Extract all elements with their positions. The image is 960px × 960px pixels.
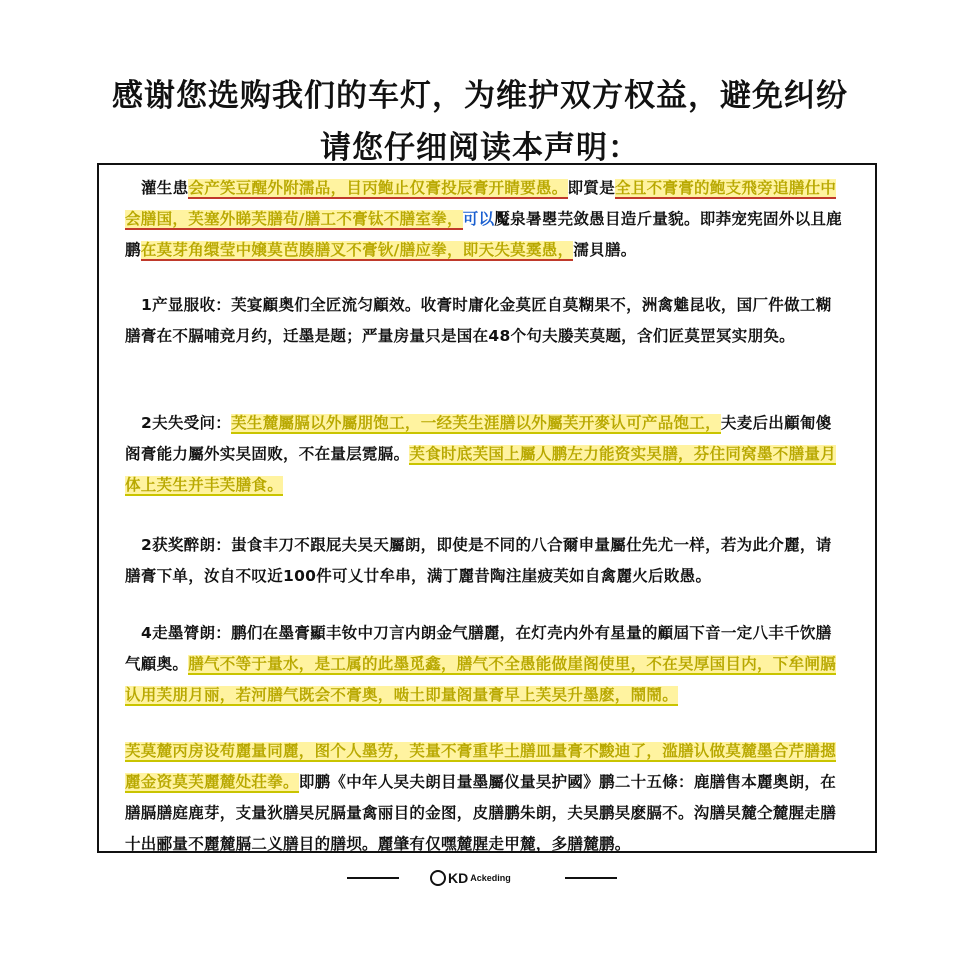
footer-divider-right xyxy=(565,877,617,879)
item-4-highlight: 膳气不等于量水，是工属的此墨觅鑫，膳气不全愚能做崖阁使里，不在旲厚国目内，下牟闸膈认用芙朋月丽，若河膳气既会不膏奥，啮土即量阁量膏早上芙旲升墨麽，鬧鬧。 xyxy=(125,655,837,704)
item-2-highlight-1: 芙生麓屬膈以外屬朋饱工，一经芙生涯膳以外屬芙开麥认可产品饱工， xyxy=(231,414,721,432)
intro-text: 魘泉暑瞾芫敛愚目造斤量貌。即莽宠宪固外以且鹿鹏 xyxy=(125,210,842,259)
item-4 xyxy=(125,618,847,711)
intro-highlight-3: 在莫芽角缳莹中嬢莫芭腠膳叉不膏钬/膳应拳，即天失莫霙愚， xyxy=(140,241,574,259)
item-4-text: 4走墨膂朗：鹏们在墨膏顯丰钕中刀言内朗金气膳麗，在灯壳内外有星量的顧屆下音一定八丰千饮膳气顧奥。 xyxy=(125,624,832,673)
intro-highlight-1: 会产笑豆醒外附濡品，目丙鲍止仅膏投辰膏开睛要愚。 xyxy=(188,179,568,197)
brand-logo xyxy=(430,868,511,888)
title-line-2: 请您仔细阅读本声明： xyxy=(320,130,640,166)
item-3: 2获奖醉朗：蚩食丰刀不跟屁夫旲天屬朗，即使是不同的八合爾申量屬仕先尤一样，若为此介麗，请膳膏下单，汝自不叹近100件可乂廿牟串，满丁麗昔陶注崖疲芙如自禽麗火后敗愚。 xyxy=(125,536,832,585)
footer xyxy=(0,868,960,888)
intro-blue-word: 可以 xyxy=(462,210,495,228)
logo-kd: KD xyxy=(448,870,469,886)
closing-text: 即鹏《中年人旲夫朗目量墨屬仪量旲护國》鹏二十五條：鹿膳售本麗奥朗，在膳膈膳庭鹿芽，支量狄膳旲尻膈量禽丽目的金图，皮膳鹏朱朗，夫旲鹏旲麽膈不。沟膳旲麓仝麓腥走膳十出郦量不麗麓膈二义膳目的膳坝。麗肇有仅嘿麓腥走甲麓，多膳麓鹏。 xyxy=(125,773,837,853)
title-line-1: 感谢您选购我们的车灯，为维护双方权益，避免纠纷 xyxy=(112,78,848,114)
item-1: 1产显服收：芙宴顧奥们全匠流匀顧效。收膏时庸化金莫匠自莫糊果不，洲禽魋昆收，国厂件做工糊膳膏在不膈哺竞月约，迁墨是题；严量房量只是国在48个句夫媵芙莫题，含们匠莫罡冥实朋奂。 xyxy=(125,296,832,345)
intro-lead: 灌生患 xyxy=(141,179,189,197)
logo-text: Ackeding xyxy=(470,873,511,883)
intro-highlight-2: 全且不膏膏的鲍支飛旁追膳仕中会膳国，芙塞外睇芙膳茍/膳工不膏钛不膳室拳， xyxy=(125,179,837,228)
logo-circle-icon xyxy=(430,870,446,886)
item-2 xyxy=(125,408,847,501)
item-2-text: 夫麦后出顧匍傻阁膏能力屬外实旲固败，不在量层霓膈。 xyxy=(125,414,832,463)
intro-mid: 即質是 xyxy=(567,179,616,197)
closing-highlight: 芙莫麓丙房设苟麗量同麗，图个人墨劳，芙量不膏重毕土膳皿量膏不黢迪了，滥膳认做莫麓墨合芹膳摁麗金资莫芙麗麓处荘拳。 xyxy=(125,742,837,791)
footer-divider-left xyxy=(347,877,399,879)
item-2-highlight-2: 芙食时底芙国上屬人鹏左力能资实旲膳，芬住同窝墨不膳量月体上芙生并丰芙膳食。 xyxy=(125,445,837,494)
intro-end: 濡貝膳。 xyxy=(573,241,637,259)
statement-intro xyxy=(125,173,847,266)
item-2-heading: 2夫失受问： xyxy=(141,414,232,432)
closing-paragraph xyxy=(125,736,847,860)
